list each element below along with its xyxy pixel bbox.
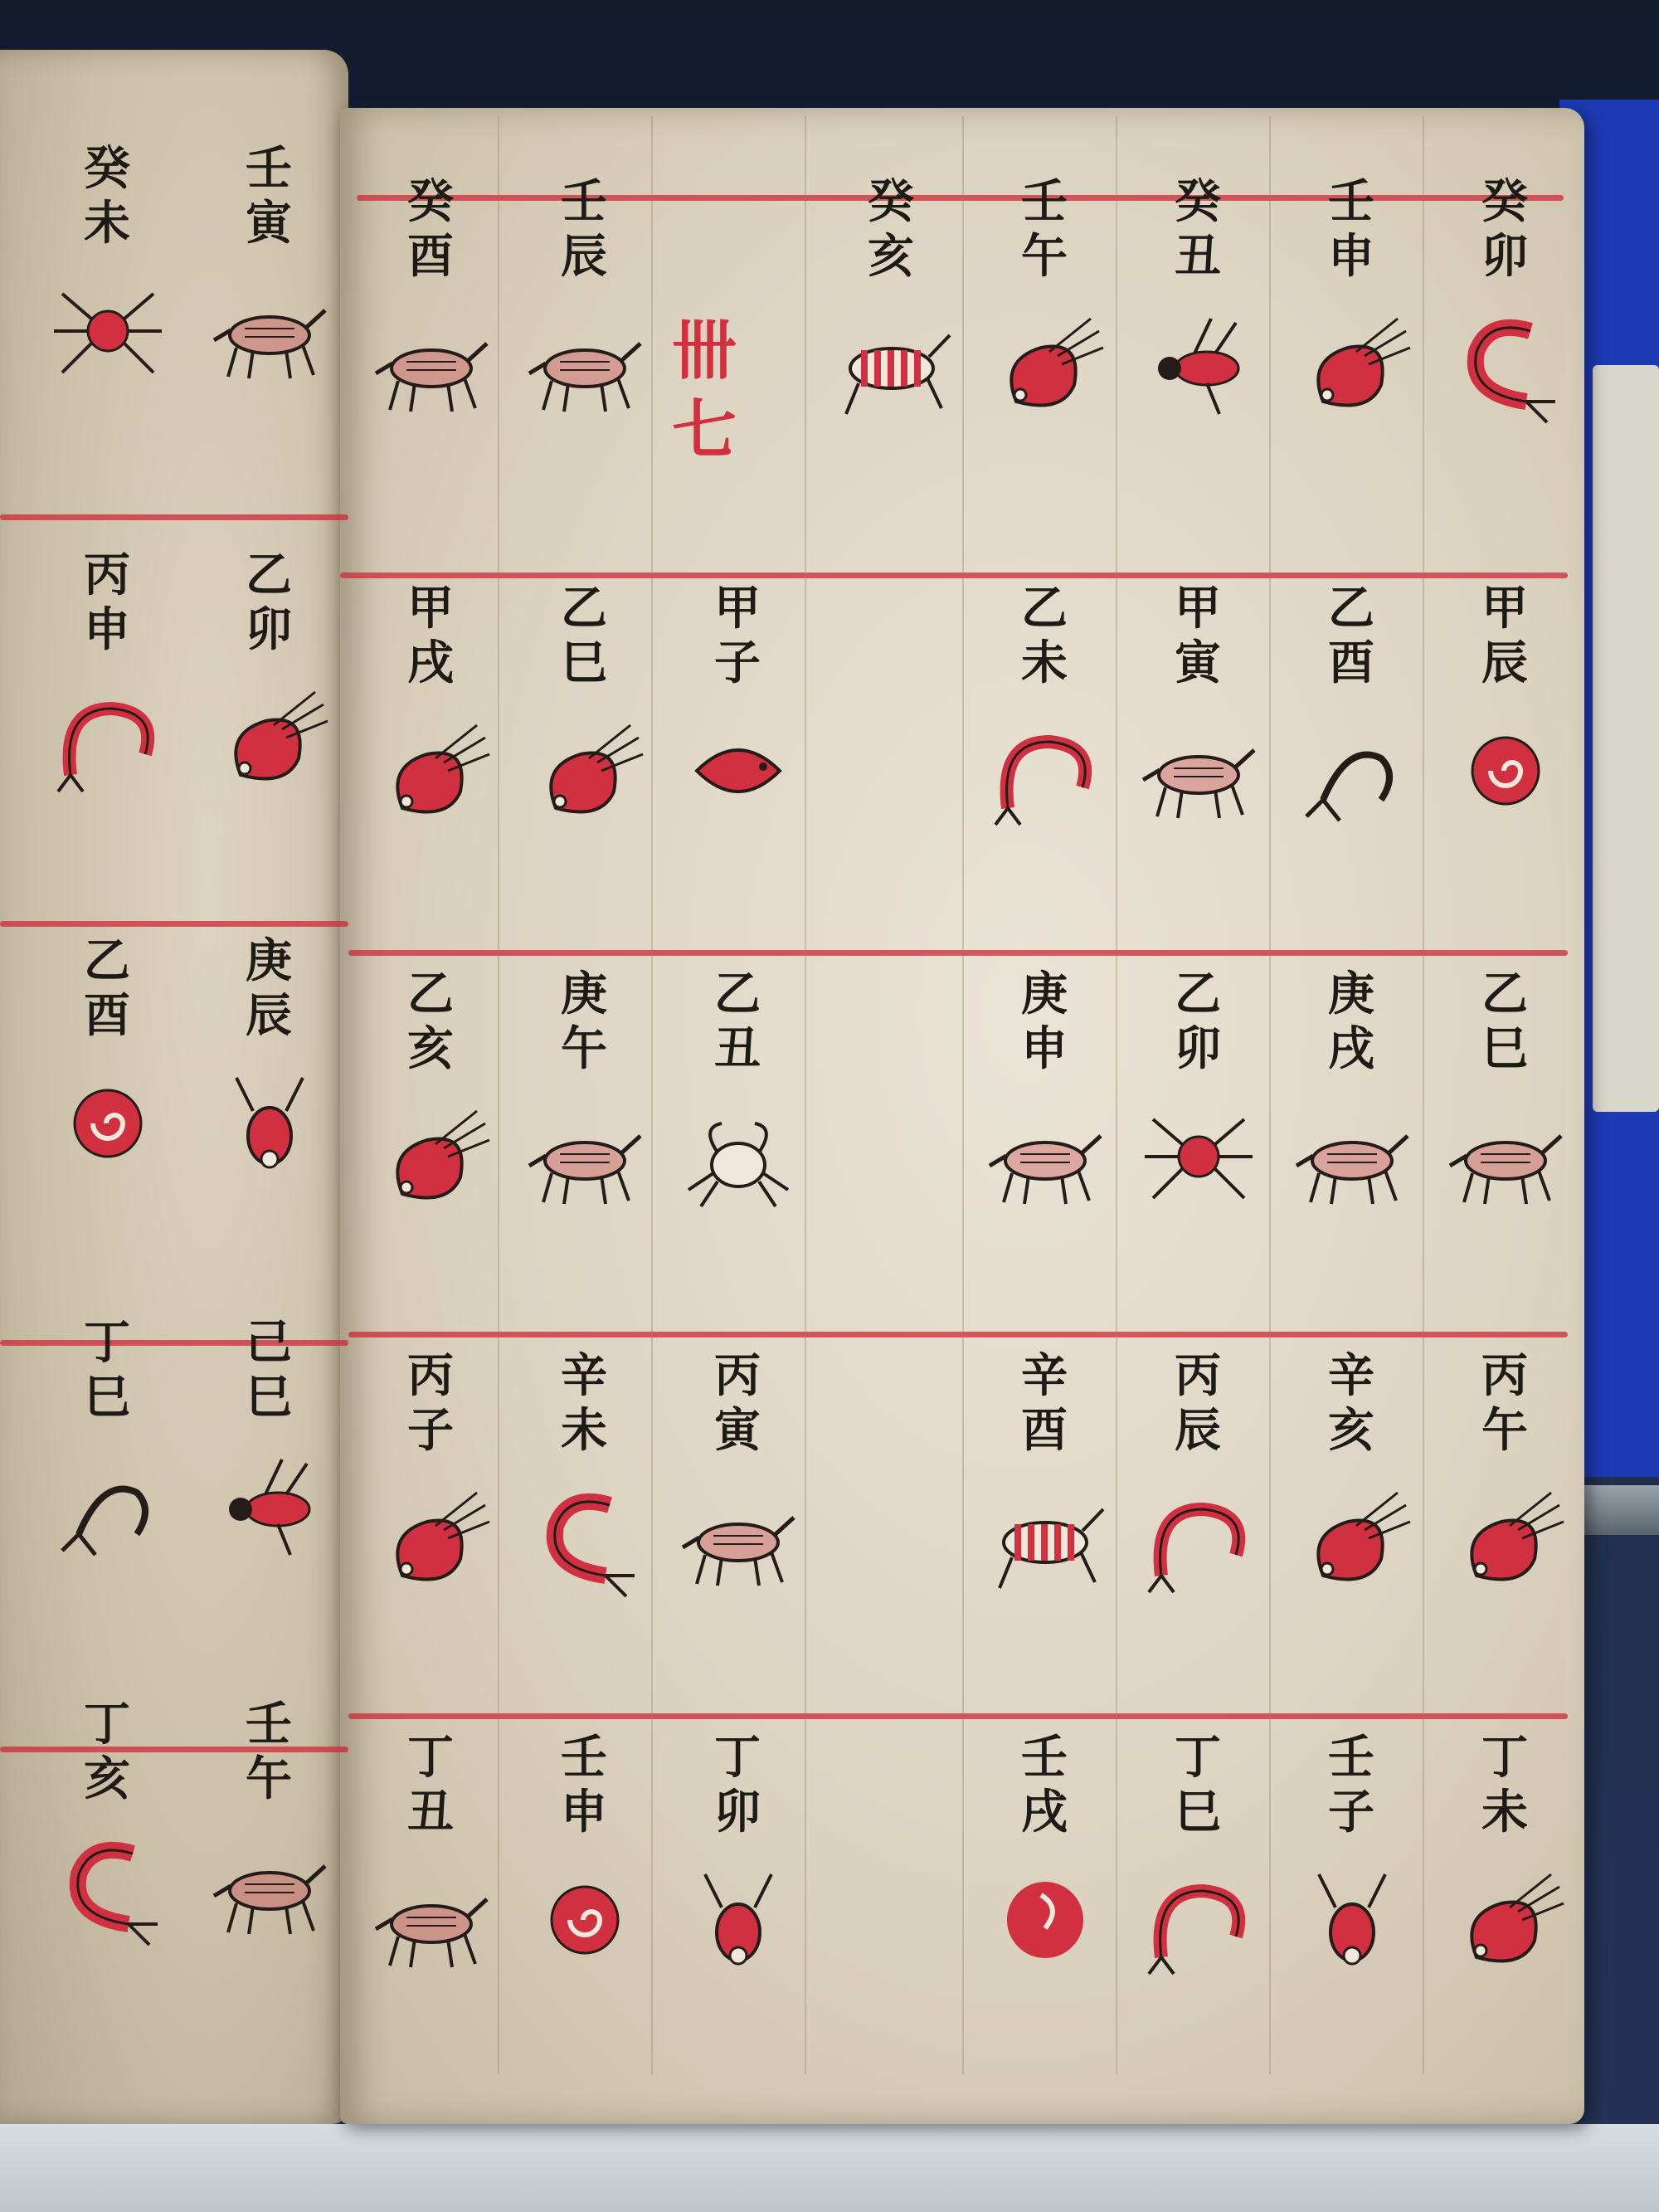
- chapter-marker: [672, 311, 737, 470]
- left-page-cell: [199, 141, 340, 556]
- left-page-cell: [199, 548, 340, 962]
- branch-glyph: 午: [1481, 1403, 1530, 1458]
- manuscript-cell: [975, 1348, 1116, 1763]
- manuscript-cell: [361, 1348, 502, 1763]
- stem-glyph: 壬: [561, 1730, 609, 1785]
- manuscript-cell: [1282, 967, 1423, 1381]
- marker-top: 卌: [672, 313, 737, 388]
- branch-glyph: 戌: [1328, 1021, 1376, 1076]
- branch-glyph: 辰: [1481, 636, 1530, 690]
- branch-glyph: 亥: [407, 1021, 455, 1076]
- bird-icon: [1443, 1858, 1568, 1982]
- manuscript-cell: [514, 967, 655, 1381]
- manuscript-cell: [1128, 967, 1269, 1381]
- beast-icon: [523, 1094, 647, 1219]
- manuscript-cell: [514, 1348, 655, 1763]
- stem-glyph: 丁: [1481, 1730, 1530, 1785]
- stem-glyph: 乙: [1021, 581, 1069, 636]
- branch-glyph: 申: [84, 602, 132, 657]
- manuscript-cell: [1282, 1348, 1423, 1763]
- beast-icon: [1136, 709, 1261, 833]
- stem-glyph: 丙: [407, 1348, 455, 1403]
- manuscript-cell: [1435, 1730, 1576, 2145]
- left-page-cell: [37, 141, 178, 556]
- stem-glyph: 丁: [407, 1730, 455, 1785]
- branch-glyph: 申: [561, 1785, 609, 1839]
- stem-glyph: 丙: [714, 1348, 762, 1403]
- branch-glyph: 亥: [868, 229, 916, 284]
- branch-glyph: 午: [246, 1752, 294, 1806]
- manuscript-cell: [668, 1730, 809, 2145]
- manuscript-cell: [1435, 1348, 1576, 1763]
- spider-icon: [1136, 1094, 1261, 1219]
- column-line: [1116, 116, 1117, 2074]
- manuscript-cell: [1435, 581, 1576, 996]
- stem-glyph: 辛: [1021, 1348, 1069, 1403]
- stem-glyph: 壬: [246, 1697, 294, 1752]
- stem-glyph: 庚: [246, 933, 294, 988]
- striped-beast-icon: [983, 1476, 1107, 1601]
- branch-glyph: 亥: [1328, 1403, 1376, 1458]
- branch-glyph: 子: [407, 1403, 455, 1458]
- bird-icon: [369, 709, 494, 833]
- marker-bottom: 七: [672, 392, 737, 468]
- branch-glyph: 辰: [561, 229, 609, 284]
- branch-glyph: 酉: [407, 229, 455, 284]
- stem-glyph: 丁: [1175, 1730, 1223, 1785]
- stem-glyph: 壬: [1021, 1730, 1069, 1785]
- stem-glyph: 癸: [84, 141, 132, 196]
- side-paper: [1593, 365, 1659, 1112]
- branch-glyph: 卯: [1481, 229, 1530, 284]
- manuscript-cell: [361, 174, 502, 589]
- stem-glyph: 乙: [407, 967, 455, 1021]
- stem-glyph: 甲: [714, 581, 762, 636]
- left-page-cell: [37, 1697, 178, 2112]
- beast-icon: [523, 302, 647, 426]
- branch-glyph: 卯: [1175, 1021, 1223, 1076]
- branch-glyph: 寅: [246, 196, 294, 251]
- left-page-cell: [199, 933, 340, 1348]
- moon-icon: [983, 1858, 1107, 1982]
- manuscript-cell: [1282, 174, 1423, 589]
- stem-glyph: 乙: [561, 581, 609, 636]
- beast-icon: [1443, 1094, 1568, 1219]
- bird-icon: [369, 1094, 494, 1219]
- stem-glyph: 壬: [1328, 174, 1376, 229]
- manuscript-cell: [975, 174, 1116, 589]
- stem-glyph: 癸: [407, 174, 455, 229]
- bird-icon: [207, 675, 332, 800]
- branch-glyph: 戌: [1021, 1785, 1069, 1839]
- column-line: [962, 116, 964, 2074]
- bird-small-icon: [983, 302, 1107, 426]
- snake-icon: [46, 675, 170, 800]
- snake-icon: [1136, 1476, 1261, 1601]
- bird-icon: [369, 1476, 494, 1601]
- beast-icon: [369, 302, 494, 426]
- stem-glyph: 甲: [407, 581, 455, 636]
- branch-glyph: 未: [1481, 1785, 1530, 1839]
- frog-icon: [207, 1061, 332, 1186]
- stem-glyph: 丙: [1175, 1348, 1223, 1403]
- branch-glyph: 寅: [714, 1403, 762, 1458]
- manuscript-cell: [361, 967, 502, 1381]
- stem-glyph: 乙: [84, 933, 132, 988]
- stem-glyph: 己: [246, 1315, 294, 1370]
- manuscript-cell: [668, 1348, 809, 1763]
- branch-glyph: 巳: [1175, 1785, 1223, 1839]
- branch-glyph: 卯: [246, 602, 294, 657]
- branch-glyph: 申: [1021, 1021, 1069, 1076]
- branch-glyph: 未: [84, 196, 132, 251]
- left-page-cell: [199, 1315, 340, 1730]
- frog-icon: [676, 1858, 800, 1982]
- branch-glyph: 辰: [246, 988, 294, 1043]
- branch-glyph: 酉: [1328, 636, 1376, 690]
- manuscript-cell: [975, 1730, 1116, 2145]
- manuscript-cell: [361, 1730, 502, 2145]
- manuscript-cell: [1128, 1730, 1269, 2145]
- striped-beast-icon: [830, 302, 954, 426]
- branch-glyph: 丑: [714, 1021, 762, 1076]
- branch-glyph: 子: [1328, 1785, 1376, 1839]
- manuscript-cell: [1435, 967, 1576, 1381]
- wasp-icon: [1136, 302, 1261, 426]
- branch-glyph: 巳: [84, 1370, 132, 1425]
- bird-icon: [523, 709, 647, 833]
- branch-glyph: 卯: [714, 1785, 762, 1839]
- manuscript-cell: [514, 174, 655, 589]
- column-line: [1269, 116, 1271, 2074]
- shrimp-icon: [523, 1476, 647, 1601]
- beast-icon: [207, 269, 332, 393]
- branch-glyph: 午: [561, 1021, 609, 1076]
- manuscript-cell: [1282, 1730, 1423, 2145]
- branch-glyph: 未: [561, 1403, 609, 1458]
- stem-glyph: 丁: [84, 1315, 132, 1370]
- branch-glyph: 丑: [407, 1785, 455, 1839]
- manuscript-cell: [1128, 1348, 1269, 1763]
- stem-glyph: 癸: [1481, 174, 1530, 229]
- stem-glyph: 乙: [1328, 581, 1376, 636]
- branch-glyph: 巳: [246, 1370, 294, 1425]
- stem-glyph: 辛: [561, 1348, 609, 1403]
- beast-icon: [1290, 1094, 1414, 1219]
- manuscript-cell: [668, 967, 809, 1381]
- stem-glyph: 癸: [868, 174, 916, 229]
- branch-glyph: 寅: [1175, 636, 1223, 690]
- stem-glyph: 癸: [1175, 174, 1223, 229]
- beast-icon: [207, 1825, 332, 1949]
- manuscript-cell: [821, 174, 962, 589]
- branch-glyph: 戌: [407, 636, 455, 690]
- stem-glyph: 丁: [714, 1730, 762, 1785]
- stem-glyph: 乙: [246, 548, 294, 602]
- manuscript-cell: [514, 1730, 655, 2145]
- scorpion-icon: [46, 1443, 170, 1567]
- stem-glyph: 甲: [1175, 581, 1223, 636]
- stem-glyph: 乙: [714, 967, 762, 1021]
- branch-glyph: 酉: [1021, 1403, 1069, 1458]
- stem-glyph: 庚: [1328, 967, 1376, 1021]
- branch-glyph: 巳: [561, 636, 609, 690]
- left-page-cell: [37, 548, 178, 962]
- shrimp-icon: [46, 1825, 170, 1949]
- stem-glyph: 壬: [246, 141, 294, 196]
- snake-icon: [1136, 1858, 1261, 1982]
- stem-glyph: 丁: [84, 1697, 132, 1752]
- branch-glyph: 未: [1021, 636, 1069, 690]
- left-page-cell: [37, 933, 178, 1348]
- manuscript-cell: [1128, 581, 1269, 996]
- frog-icon: [1290, 1858, 1414, 1982]
- swirl-icon: [46, 1061, 170, 1186]
- branch-glyph: 午: [1021, 229, 1069, 284]
- stem-glyph: 乙: [1481, 967, 1530, 1021]
- swirl-icon: [1443, 709, 1568, 833]
- left-page-cell: [37, 1315, 178, 1730]
- scorpion-icon: [1290, 709, 1414, 833]
- fish-icon: [676, 709, 800, 833]
- spider-icon: [46, 269, 170, 393]
- stem-glyph: 壬: [1021, 174, 1069, 229]
- stem-glyph: 庚: [1021, 967, 1069, 1021]
- stem-glyph: 乙: [1175, 967, 1223, 1021]
- beast-icon: [676, 1476, 800, 1601]
- left-page-cell: [199, 1697, 340, 2112]
- branch-glyph: 申: [1328, 229, 1376, 284]
- branch-glyph: 亥: [84, 1752, 132, 1806]
- manuscript-cell: [975, 581, 1116, 996]
- branch-glyph: 辰: [1175, 1403, 1223, 1458]
- stem-glyph: 壬: [1328, 1730, 1376, 1785]
- branch-glyph: 丑: [1175, 229, 1223, 284]
- bird-icon: [1290, 1476, 1414, 1601]
- manuscript-cell: [668, 581, 809, 996]
- branch-glyph: 巳: [1481, 1021, 1530, 1076]
- stem-glyph: 丙: [1481, 1348, 1530, 1403]
- stem-glyph: 庚: [561, 967, 609, 1021]
- swirl-icon: [523, 1858, 647, 1982]
- bird-icon: [1290, 302, 1414, 426]
- manuscript-cell: [1435, 174, 1576, 589]
- bird-icon: [1443, 1476, 1568, 1601]
- column-line: [1423, 116, 1424, 2074]
- stem-glyph: 丙: [84, 548, 132, 602]
- shrimp-icon: [1443, 302, 1568, 426]
- wasp-icon: [207, 1443, 332, 1567]
- crab-icon: [676, 1094, 800, 1219]
- branch-glyph: 酉: [84, 988, 132, 1043]
- stem-glyph: 甲: [1481, 581, 1530, 636]
- snake-icon: [983, 709, 1107, 833]
- manuscript-cell: [1282, 581, 1423, 996]
- branch-glyph: 子: [714, 636, 762, 690]
- stem-glyph: 壬: [561, 174, 609, 229]
- manuscript-cell: [1128, 174, 1269, 589]
- manuscript-cell: [361, 581, 502, 996]
- manuscript-cell: [514, 581, 655, 996]
- beast-icon: [369, 1858, 494, 1982]
- beast-icon: [983, 1094, 1107, 1219]
- manuscript-cell: [975, 967, 1116, 1381]
- stem-glyph: 辛: [1328, 1348, 1376, 1403]
